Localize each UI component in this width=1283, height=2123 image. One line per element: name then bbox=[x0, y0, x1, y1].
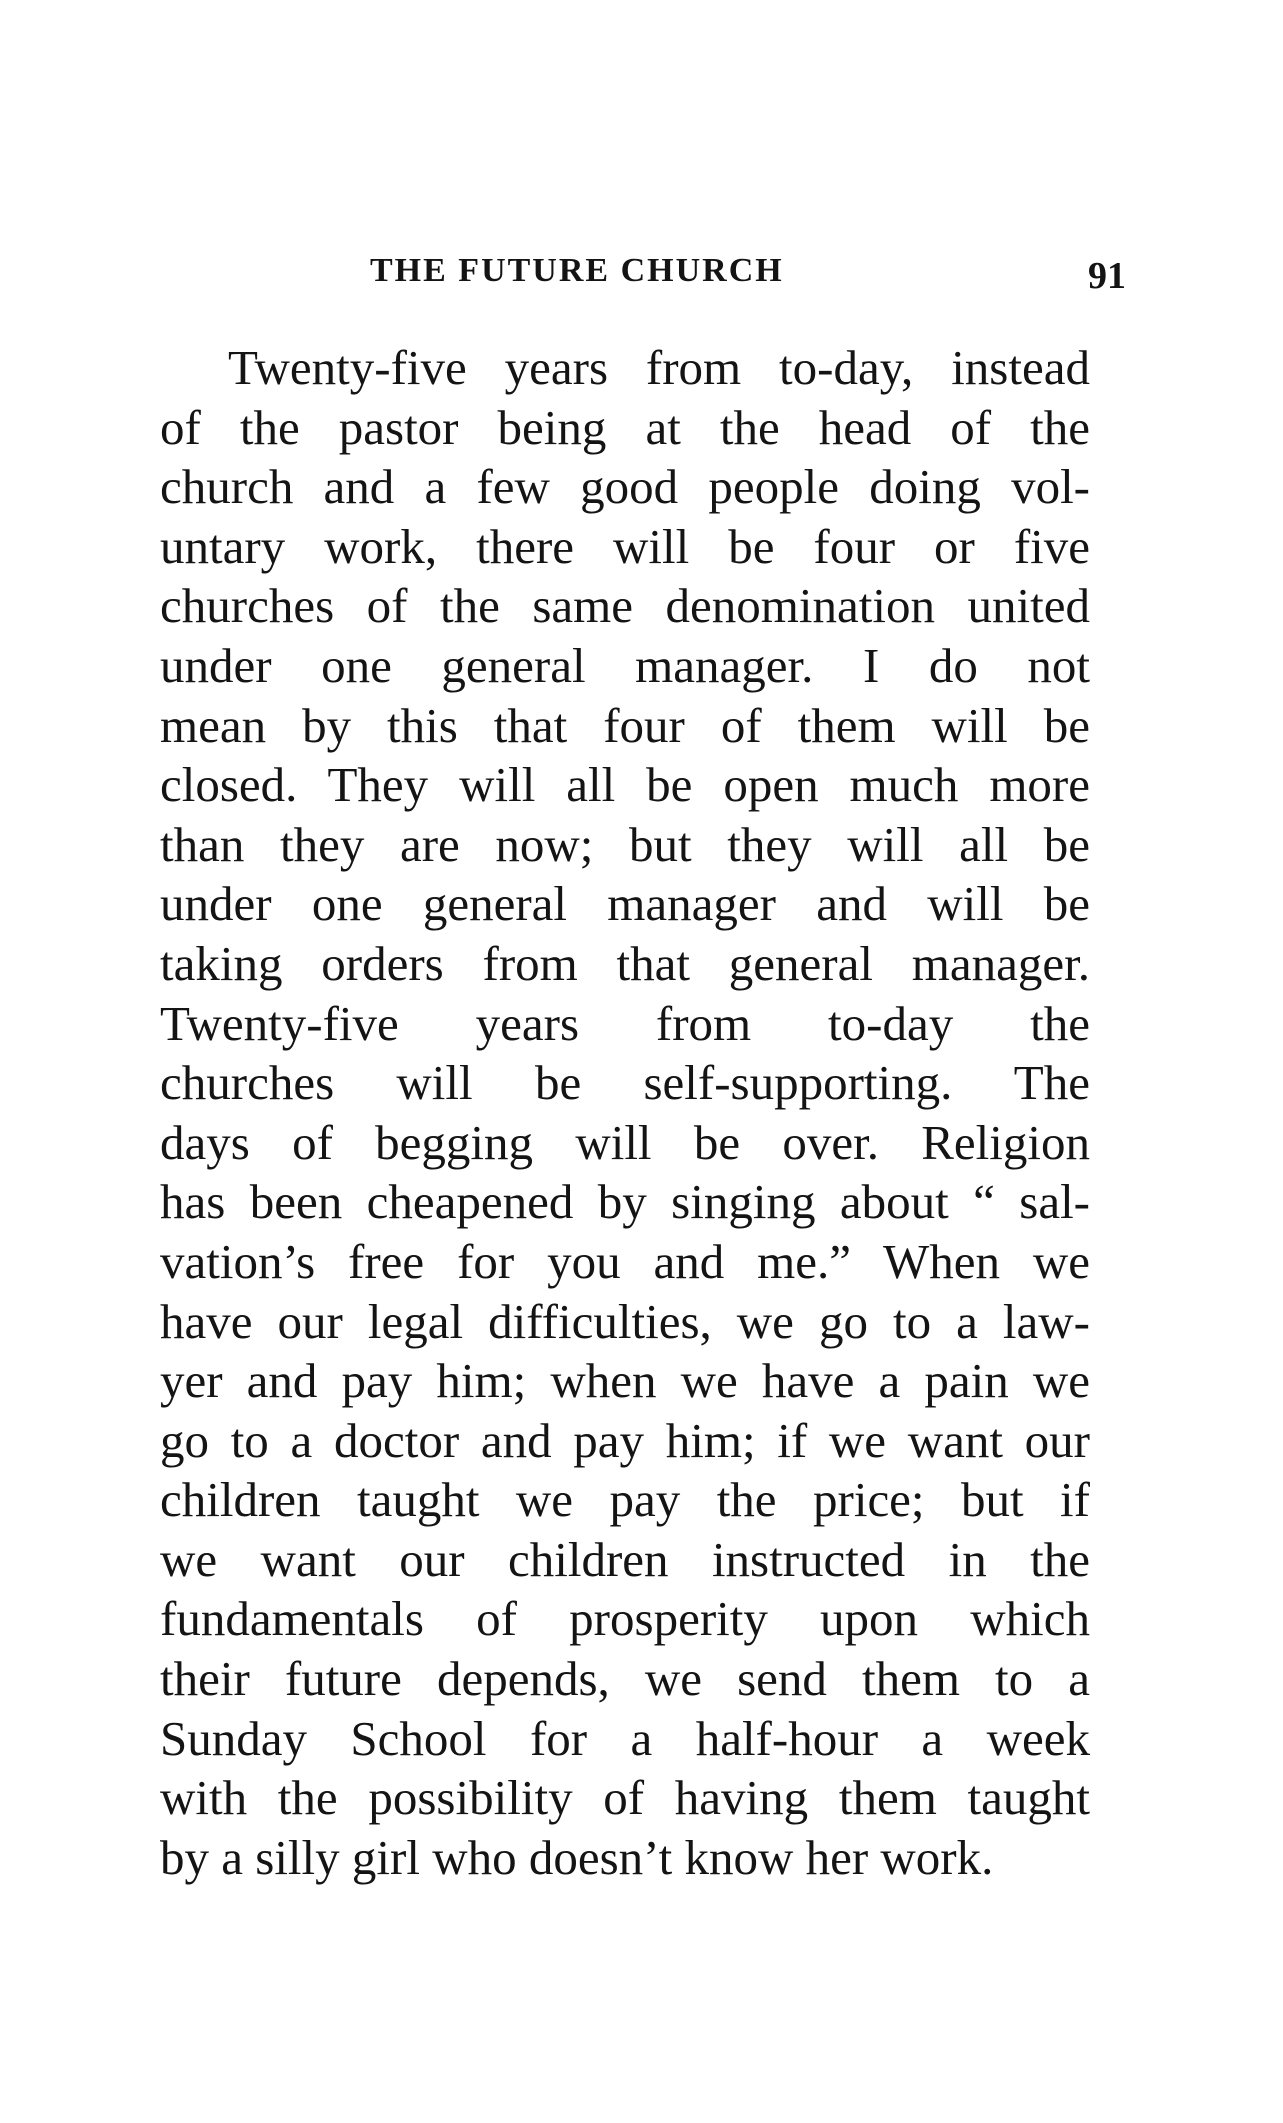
text-line: mean by this that four of them will be bbox=[160, 697, 1090, 753]
text-line: has been cheapened by singing about “ sal- bbox=[160, 1174, 1090, 1230]
text-line: fundamentals of prosperity upon which bbox=[160, 1591, 1090, 1647]
text-line: churches of the same denomination united bbox=[160, 578, 1090, 634]
text-line: by a silly girl who doesn’t know her work. bbox=[160, 1829, 994, 1885]
text-line: taking orders from that general manager. bbox=[160, 935, 1090, 991]
text-line: untary work, there will be four or five bbox=[160, 518, 1090, 574]
body-paragraph bbox=[160, 338, 1090, 1887]
text-line: Twenty-five years from to-day, instead bbox=[228, 340, 1090, 395]
text-line: Twenty-five years from to-day the bbox=[160, 995, 1090, 1051]
text-line: than they are now; but they will all be bbox=[160, 816, 1090, 872]
text-line: we want our children instructed in the bbox=[160, 1531, 1090, 1587]
text-line: closed. They will all be open much more bbox=[160, 757, 1090, 813]
text-line: vation’s free for you and me.” When we bbox=[160, 1233, 1090, 1289]
text-line: with the possibility of having them taught bbox=[160, 1770, 1090, 1826]
text-line: of the pastor being at the head of the bbox=[160, 399, 1090, 455]
page-number: 91 bbox=[1088, 255, 1126, 297]
text-line: days of begging will be over. Religion bbox=[160, 1114, 1090, 1170]
text-line: churches will be self-supporting. The bbox=[160, 1055, 1090, 1111]
text-line: Sunday School for a half-hour a week bbox=[160, 1710, 1090, 1766]
running-head-title: THE FUTURE CHURCH bbox=[370, 252, 784, 289]
text-line: yer and pay him; when we have a pain we bbox=[160, 1353, 1090, 1409]
text-line: under one general manager. I do not bbox=[160, 637, 1090, 693]
text-line: go to a doctor and pay him; if we want our bbox=[160, 1412, 1090, 1468]
text-line: church and a few good people doing vol- bbox=[160, 459, 1090, 515]
text-line: under one general manager and will be bbox=[160, 876, 1090, 932]
text-line: have our legal difficulties, we go to a law- bbox=[160, 1293, 1090, 1349]
text-line: children taught we pay the price; but if bbox=[160, 1472, 1090, 1528]
text-line: their future depends, we send them to a bbox=[160, 1651, 1090, 1707]
